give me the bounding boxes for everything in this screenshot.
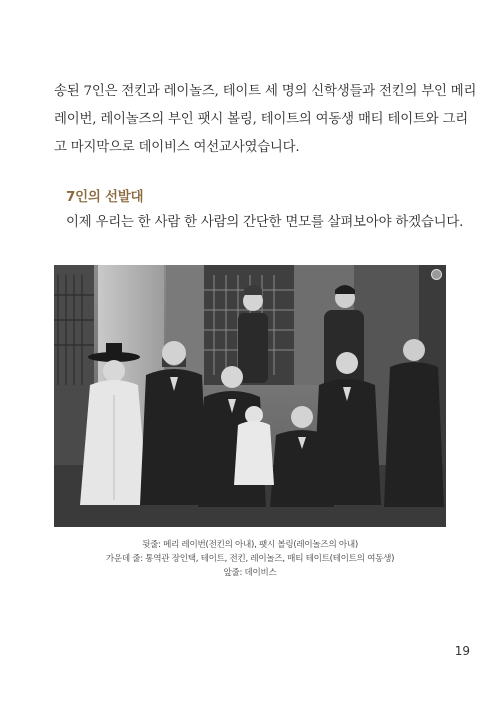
group-photo [54, 265, 446, 527]
caption-line-middle-row: 가운데 줄: 통역관 장인택, 테이트, 전킨, 레이놀즈, 매티 테이트(테이트의 여동생) [105, 554, 395, 564]
zoom-icon[interactable] [431, 269, 442, 280]
page-number: 19 [454, 644, 470, 658]
body-paragraph [54, 78, 477, 162]
body-line: 레이번, 레이놀즈의 부인 팻시 볼링, 테이트의 여동생 매티 테이트와 그리 [54, 112, 468, 127]
caption-line-back-row: 뒷줄: 메리 레이번(전킨의 아내), 팻시 볼링(레이놀즈의 아내) [142, 540, 358, 550]
body-line: 고 마지막으로 데이비스 여선교사였습니다. [54, 140, 300, 155]
group-photo-illustration [54, 265, 446, 527]
body-line: 송된 7인은 전킨과 레이놀즈, 테이트 세 명의 신학생들과 전킨의 부인 메리 [54, 84, 477, 99]
section-heading: 7인의 선발대 [66, 189, 144, 205]
caption-line-front-row: 앞줄: 데이비스 [223, 568, 277, 578]
section-intro: 이제 우리는 한 사람 한 사람의 간단한 면모를 살펴보아야 하겠습니다. [66, 215, 464, 230]
photo-caption [54, 538, 446, 580]
